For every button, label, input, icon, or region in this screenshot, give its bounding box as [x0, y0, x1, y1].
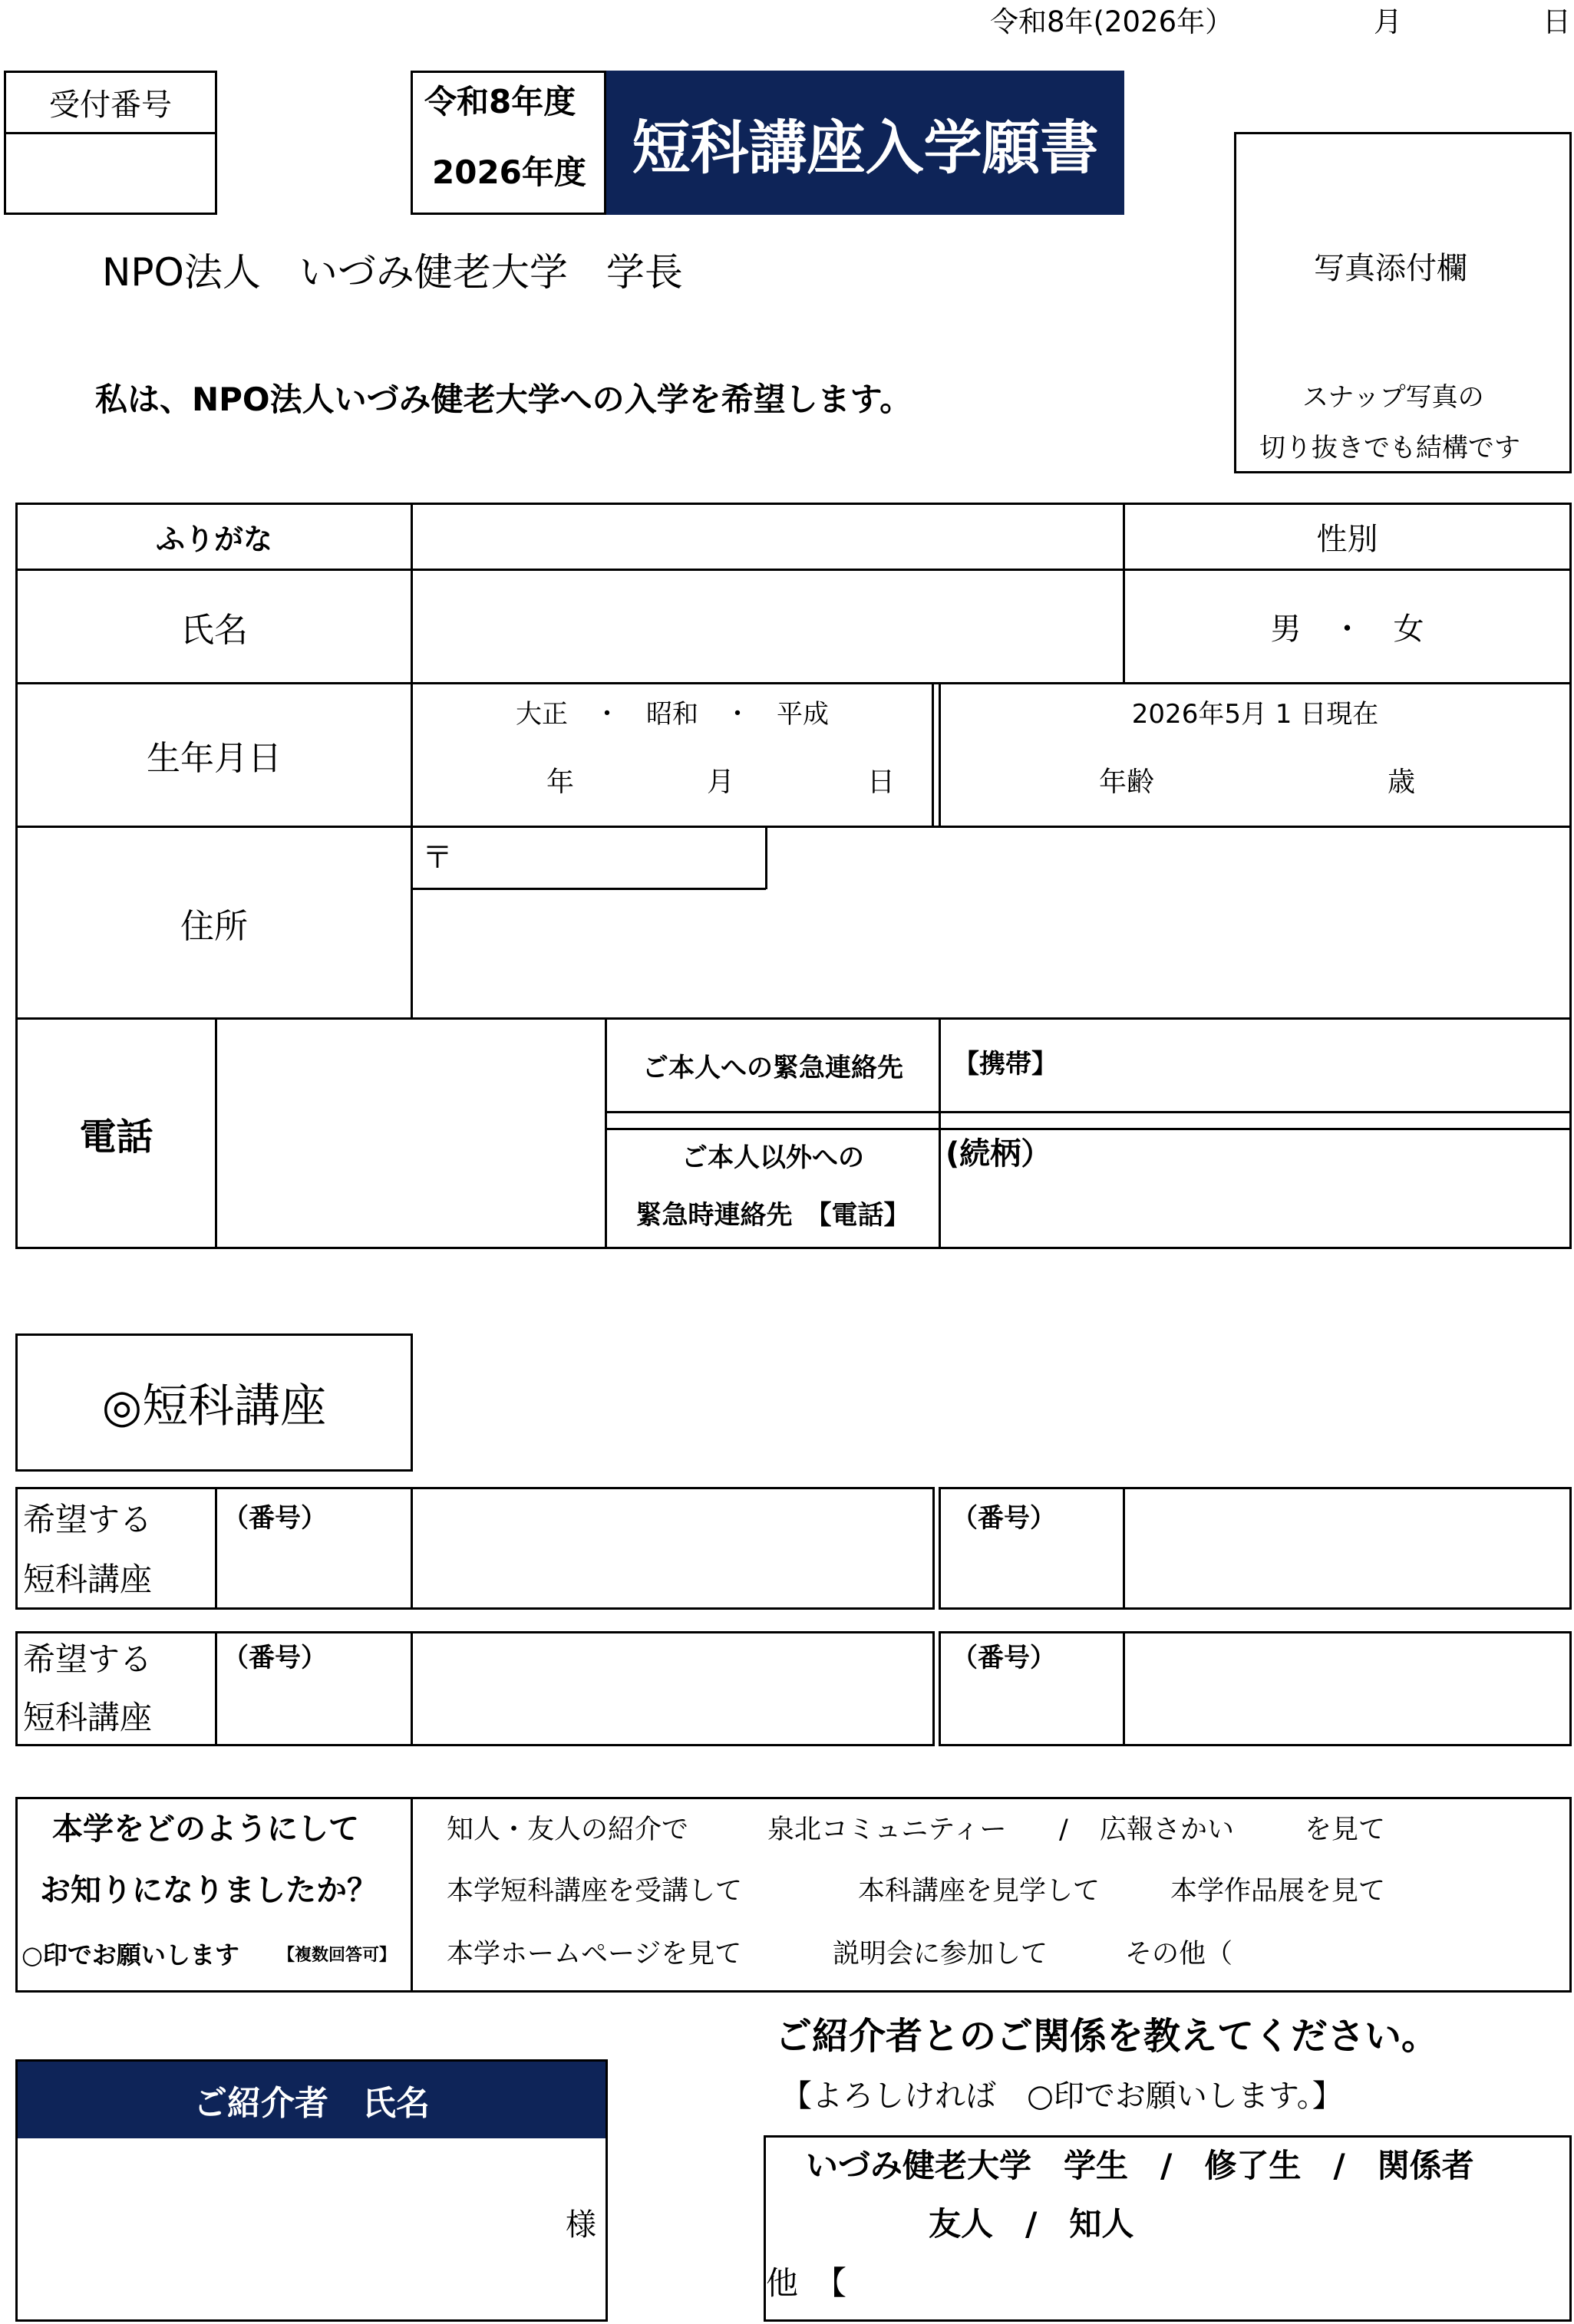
source-option-koho[interactable]: 広報さかい — [1100, 1815, 1235, 1845]
birth-day-unit: 日 — [867, 766, 896, 798]
course-name-field[interactable] — [413, 1633, 932, 1744]
course-number-label: （番号） — [223, 1503, 327, 1534]
source-option-wo-mite: を見て — [1305, 1815, 1386, 1845]
source-multiple-note: 【複数回答可】 — [278, 1946, 397, 1965]
course-label-2: 短科講座 — [23, 1699, 153, 1736]
course-number-label: （番号） — [223, 1643, 327, 1673]
source-instruction: ○印でお願いします — [21, 1940, 239, 1970]
referrer-name-header: ご紹介者 氏名 — [18, 2062, 606, 2138]
gender-label: 性別 — [1316, 522, 1378, 557]
emergency-other-label-2: 緊急時連絡先 【電話】 — [635, 1199, 910, 1231]
photo-note-1: スナップ写真の — [1302, 382, 1484, 413]
photo-label: 写真添付欄 — [1314, 251, 1467, 286]
source-option-exhibition[interactable]: 本学作品展を見て — [1170, 1876, 1386, 1907]
name-field[interactable] — [413, 571, 1123, 682]
course-name-field-b[interactable] — [1125, 1489, 1569, 1607]
source-option-other[interactable]: その他（ — [1125, 1939, 1233, 1970]
emergency-other-label-1: ご本人以外への — [681, 1142, 864, 1173]
postal-code-field[interactable] — [460, 828, 765, 888]
phone-field[interactable] — [217, 1020, 605, 1247]
source-option-community[interactable]: 泉北コミュニティー — [767, 1815, 1007, 1845]
course-number-label-b: （番号） — [952, 1503, 1056, 1534]
referral-relation-instruction: 【よろしければ ○印でお願いします。】 — [781, 2078, 1343, 2114]
birth-era-options[interactable]: 大正 ・ 昭和 ・ 平成 — [516, 698, 829, 730]
age-unit: 歳 — [1388, 766, 1416, 798]
reception-number-label: 受付番号 — [49, 87, 172, 123]
source-question-1: 本学をどのようにして — [52, 1811, 359, 1847]
addressee: NPO法人 いづみ健老大学 学長 — [102, 250, 683, 295]
emergency-mobile-field[interactable] — [1074, 1020, 1569, 1111]
course-name-field-b[interactable] — [1125, 1633, 1569, 1744]
furigana-label: ふりがな — [155, 522, 272, 556]
age-label: 年齢 — [1099, 766, 1155, 798]
application-date-era: 令和8年(2026年） — [990, 5, 1234, 38]
phone-label: 電話 — [79, 1115, 153, 1159]
source-option-observed[interactable]: 本科講座を見学して — [858, 1876, 1100, 1907]
source-option-slash: / — [1059, 1815, 1068, 1845]
source-option-took-course[interactable]: 本学短科講座を受講して — [447, 1876, 743, 1907]
course-label-1: 希望する — [23, 1501, 153, 1538]
course-name-field[interactable] — [413, 1489, 932, 1607]
postal-mark: 〒 — [422, 840, 453, 875]
address-field[interactable] — [413, 890, 1569, 1017]
gender-options[interactable]: 男 ・ 女 — [1270, 611, 1424, 647]
photo-note-2: 切り抜きでも結構です — [1259, 433, 1520, 463]
year-ad: 2026年度 — [432, 153, 586, 191]
source-question-2: お知りになりましたか？ — [40, 1873, 378, 1908]
source-option-seminar[interactable]: 説明会に参加して — [833, 1939, 1048, 1970]
referral-relation-other[interactable]: 他 【 — [766, 2264, 847, 2302]
reception-number-field[interactable] — [6, 134, 215, 213]
course-number-label-b: （番号） — [952, 1643, 1056, 1673]
year-era: 令和8年度 — [424, 83, 576, 120]
source-option-friend[interactable]: 知人・友人の紹介で — [447, 1815, 689, 1845]
mobile-label: 【携帯】 — [953, 1049, 1058, 1080]
referral-relation-line-1[interactable]: いづみ健老大学 学生 / 修了生 / 関係者 — [806, 2147, 1474, 2184]
name-label: 氏名 — [180, 610, 248, 650]
application-date-day: 日 — [1543, 5, 1571, 38]
birthdate-label: 生年月日 — [147, 739, 282, 778]
furigana-field[interactable] — [413, 505, 1123, 569]
photo-box[interactable] — [1234, 132, 1572, 473]
application-statement: 私は、NPO法人いづみ健老大学への入学を希望します。 — [95, 381, 912, 418]
age-as-of-date: 2026年5月 1 日現在 — [1131, 698, 1379, 730]
course-label-2: 短科講座 — [23, 1561, 153, 1598]
birth-year-unit: 年 — [546, 766, 575, 798]
referral-relation-line-2[interactable]: 友人 / 知人 — [929, 2205, 1134, 2243]
course-label-1: 希望する — [23, 1640, 153, 1678]
birth-month-unit: 月 — [707, 766, 735, 798]
emergency-self-label: ご本人への緊急連絡先 — [642, 1053, 903, 1083]
address-label: 住所 — [180, 906, 248, 946]
source-option-homepage[interactable]: 本学ホームページを見て — [447, 1939, 742, 1970]
form-title: 短科講座入学願書 — [606, 71, 1124, 215]
relationship-label: (続柄） — [945, 1136, 1052, 1172]
course-section-title: ◎短科講座 — [15, 1333, 413, 1472]
referral-relation-question: ご紹介者とのご関係を教えてください。 — [775, 2015, 1439, 2058]
referrer-name-field[interactable] — [18, 2138, 555, 2319]
referrer-sama: 様 — [566, 2207, 596, 2243]
emergency-other-field[interactable] — [941, 1174, 1569, 1247]
application-date-month: 月 — [1374, 5, 1402, 38]
